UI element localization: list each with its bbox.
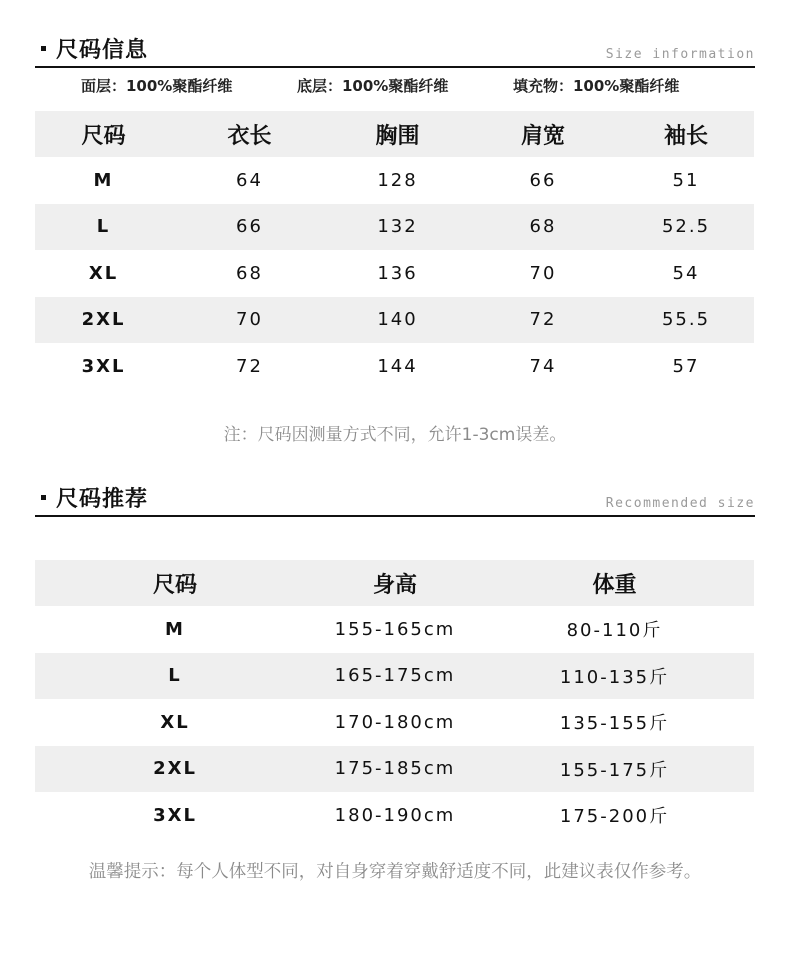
table-row <box>35 157 754 204</box>
chest-cell: 144 <box>377 355 418 377</box>
size-rec-title <box>41 482 148 513</box>
size-info-title-en: Size information <box>605 47 755 62</box>
shoulder-cell: 66 <box>529 169 557 191</box>
size-cell: 2XL <box>153 758 197 780</box>
bullet-icon <box>41 46 46 51</box>
length-cell: 64 <box>236 169 263 191</box>
table-header-row <box>35 560 754 606</box>
length-cell: 68 <box>236 262 263 284</box>
shoulder-cell: 74 <box>529 355 557 377</box>
size-cell: XL <box>88 262 119 284</box>
table-row <box>35 746 754 793</box>
tolerance-note: 注：尺码因测量方式不同，允许1-3cm误差。 <box>223 425 567 445</box>
size-info-title <box>41 33 148 64</box>
column-header: 肩宽 <box>520 123 565 149</box>
sleeve-cell: 54 <box>672 262 700 284</box>
shoulder-cell: 72 <box>529 309 557 331</box>
chest-cell: 140 <box>377 309 418 331</box>
shoulder-cell: 68 <box>529 216 557 238</box>
size-rec-header <box>35 480 755 517</box>
size-cell: L <box>168 665 182 687</box>
weight-cell: 155-175斤 <box>559 759 670 781</box>
height-cell: 180-190cm <box>334 804 456 826</box>
size-cell: XL <box>160 711 190 733</box>
size-rec-title-text: 尺码推荐 <box>56 487 149 512</box>
size-cell: M <box>165 618 185 640</box>
column-header: 尺码 <box>81 123 126 149</box>
column-header: 尺码 <box>152 572 197 598</box>
length-cell: 70 <box>236 309 263 331</box>
bullet-icon <box>41 495 46 500</box>
materials-line <box>35 73 755 97</box>
size-cell: L <box>96 216 111 238</box>
table-row <box>35 653 754 700</box>
weight-cell: 175-200斤 <box>559 806 670 828</box>
material-lining: 底层：100%聚酯纤维 <box>297 77 449 95</box>
size-cell: 2XL <box>81 309 126 331</box>
length-cell: 72 <box>236 355 263 377</box>
chest-cell: 132 <box>377 216 418 238</box>
shoulder-cell: 70 <box>529 262 557 284</box>
size-cell: 3XL <box>81 355 126 377</box>
size-rec-table <box>35 560 754 839</box>
height-cell: 175-185cm <box>334 758 456 780</box>
column-header: 体重 <box>592 572 637 598</box>
height-cell: 170-180cm <box>334 711 456 733</box>
table-header-row <box>35 111 754 157</box>
size-rec-title-en: Recommended size <box>605 496 755 511</box>
weight-cell: 80-110斤 <box>566 620 663 642</box>
chest-cell: 128 <box>377 169 418 191</box>
table-row <box>35 343 754 390</box>
table-row <box>35 606 754 653</box>
height-cell: 155-165cm <box>334 618 456 640</box>
weight-cell: 110-135斤 <box>559 666 670 688</box>
fit-tip-note: 温馨提示：每个人体型不同，对自身穿着穿戴舒适度不同，此建议表仅作参考。 <box>88 862 702 882</box>
sleeve-cell: 55.5 <box>661 309 711 331</box>
chest-cell: 136 <box>377 262 418 284</box>
sleeve-cell: 51 <box>672 169 700 191</box>
column-header: 袖长 <box>663 123 708 149</box>
table-row <box>35 250 754 297</box>
table-row <box>35 204 754 251</box>
column-header: 身高 <box>372 572 417 598</box>
size-info-header <box>35 30 755 68</box>
size-info-title-text: 尺码信息 <box>56 38 149 63</box>
table-row <box>35 297 754 344</box>
sleeve-cell: 57 <box>672 355 700 377</box>
size-info-table <box>35 111 754 390</box>
material-filling: 填充物：100%聚酯纤维 <box>513 77 680 95</box>
sleeve-cell: 52.5 <box>661 216 711 238</box>
weight-cell: 135-155斤 <box>559 713 670 735</box>
table-row <box>35 699 754 746</box>
length-cell: 66 <box>236 216 263 238</box>
table-row <box>35 792 754 839</box>
height-cell: 165-175cm <box>334 665 456 687</box>
material-face: 面层：100%聚酯纤维 <box>81 77 233 95</box>
size-cell: M <box>93 169 114 191</box>
column-header: 衣长 <box>227 123 272 149</box>
column-header: 胸围 <box>375 123 420 149</box>
size-cell: 3XL <box>153 804 197 826</box>
